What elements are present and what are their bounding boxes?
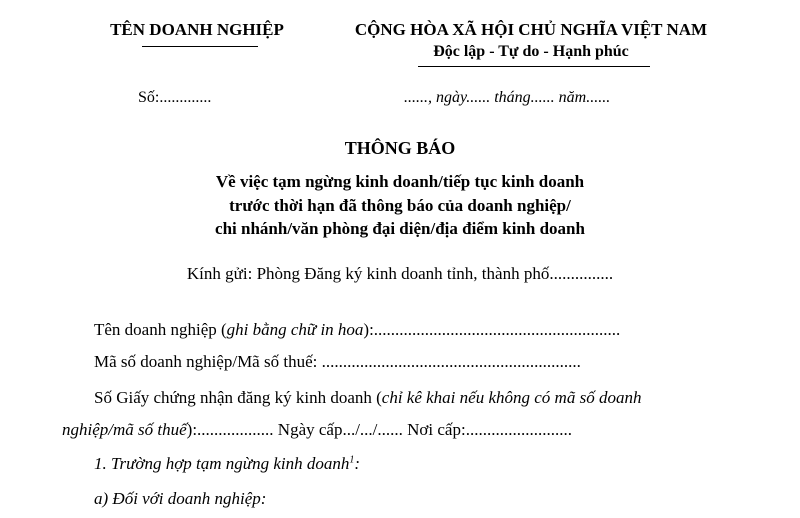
subtitle-line-3: chi nhánh/văn phòng đại diện/địa điểm kinh doanh: [215, 219, 585, 238]
certificate-tail: ):.................. Ngày cấp.../.../...... Nơi cấp:.........................: [186, 420, 572, 439]
document-title: THÔNG BÁO: [344, 138, 456, 158]
company-name-hint: ghi bằng chữ in hoa: [226, 320, 364, 339]
company-underline: [142, 46, 258, 47]
recipient-line: Kính gửi: Phòng Đăng ký kinh doanh tỉnh, thành phố...............: [186, 264, 614, 283]
section-subheading: a) Đối với doanh nghiệp:: [94, 489, 267, 508]
document-number: Số:.............: [138, 89, 212, 106]
company-name-dots: ):..........................................................: [363, 320, 621, 339]
motto-underline: [418, 66, 650, 67]
certificate-field-line-1: [94, 388, 641, 408]
national-title: CỘNG HÒA XÃ HỘI CHỦ NGHĨA VIỆT NAM: [354, 20, 708, 39]
company-name-label: Tên doanh nghiệp (: [94, 320, 227, 339]
tax-code-field: Mã số doanh nghiệp/Mã số thuế: .............................................................: [94, 352, 581, 371]
footnote-marker: 1: [349, 454, 355, 466]
certificate-hint-2: nghiệp/mã số thuế: [62, 420, 187, 439]
section-heading: [94, 454, 360, 474]
section-heading-text: 1. Trường hợp tạm ngừng kinh doanh: [94, 454, 350, 473]
document-date: ......, ngày...... tháng...... năm......: [404, 89, 611, 106]
subtitle-line-2: trước thời hạn đã thông báo của doanh nghiệp/: [229, 196, 571, 215]
company-name-heading: TÊN DOANH NGHIỆP: [110, 20, 284, 39]
certificate-label: Số Giấy chứng nhận đăng ký kinh doanh (: [94, 388, 382, 407]
certificate-field-line-2: [62, 420, 572, 440]
national-motto: Độc lập - Tự do - Hạnh phúc: [433, 43, 629, 60]
company-name-field: [94, 320, 620, 340]
section-heading-colon: :: [354, 454, 361, 473]
certificate-hint-1: chỉ kê khai nếu không có mã số doanh: [381, 388, 642, 407]
subtitle-line-1: Về việc tạm ngừng kinh doanh/tiếp tục kinh doanh: [215, 172, 585, 191]
